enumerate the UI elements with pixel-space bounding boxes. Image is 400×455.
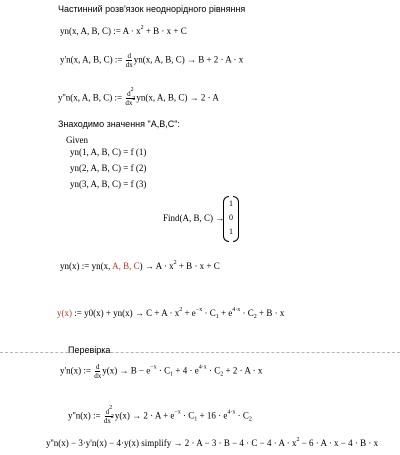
result-a: 1	[229, 199, 233, 208]
result-b: 0	[229, 213, 233, 222]
general-solution: y(x) := $y0(x) + yn(x) \to C + A \cdot x^2 + e^{-x} \cdot C_1 + e^{4\cdot x} \cdot C_2 + B \cdot x$	[57, 307, 285, 320]
final-check: y''n(x) − 3·y'n(x) − 4·y(x) simplify → $2 \cdot A - 3 \cdot B - 4 \cdot C - 4 \cdot A \cdot x^2 - 6 \cdot A \cdot x - 4 \cdot B \cdot x$	[46, 437, 379, 448]
second-derivative-operator: $\frac{d^2}{dx^2}$	[125, 87, 136, 107]
check-label: Перевірка	[68, 345, 111, 355]
first-derivative-definition: y'n(x, A, B, C) := $\frac{d}{dx}$ yn(x, A, B, C) → B + 2 · A · x	[60, 52, 244, 69]
check-first-derivative: y'n(x) := $\frac{d}{dx}$ $y(x) \to B - e^{-x} \cdot C_1 + 4 \cdot e^{4\cdot x} \cdot C_2 + 2 \cdot A \cdot x$	[60, 363, 263, 380]
yn-definition: yn(x, A, B, C) := $A \cdot x^2 + B \cdot x + C$	[60, 25, 187, 36]
given-equation-2: yn(2, A, B, C) = f (2)	[70, 163, 147, 173]
check-second-derivative: y''n(x) := $\frac{d^2}{dx^2}$ $y(x) \to 2 \cdot A + e^{-x} \cdot C_1 + 16 \cdot e^{4\cdot x} \cdot C_2$	[68, 405, 252, 425]
region-divider	[0, 352, 400, 353]
find-call: Find(A, B, C) →	[163, 213, 225, 223]
second-derivative-definition: y''n(x, A, B, C) := $\frac{d^2}{dx^2}$ yn(x, A, B, C) → 2 · A	[58, 87, 219, 107]
find-heading: Знаходимо значення "A,B,C":	[58, 119, 180, 129]
derivative-operator: $\frac{d}{dx}$	[125, 52, 133, 69]
result-c: 1	[229, 227, 233, 236]
given-equation-1: yn(1, A, B, C) = f (1)	[70, 147, 147, 157]
section-heading: Частинний розв'язок неоднорідного рівняння	[58, 4, 246, 14]
particular-solution: yn(x) := yn(x, A, B, $C) \to A \cdot x^2 + B \cdot x + C$	[60, 260, 220, 271]
given-equation-3: yn(3, A, B, C) = f (3)	[70, 179, 147, 189]
given-label: Given	[66, 135, 88, 145]
find-result-vector	[223, 196, 239, 240]
